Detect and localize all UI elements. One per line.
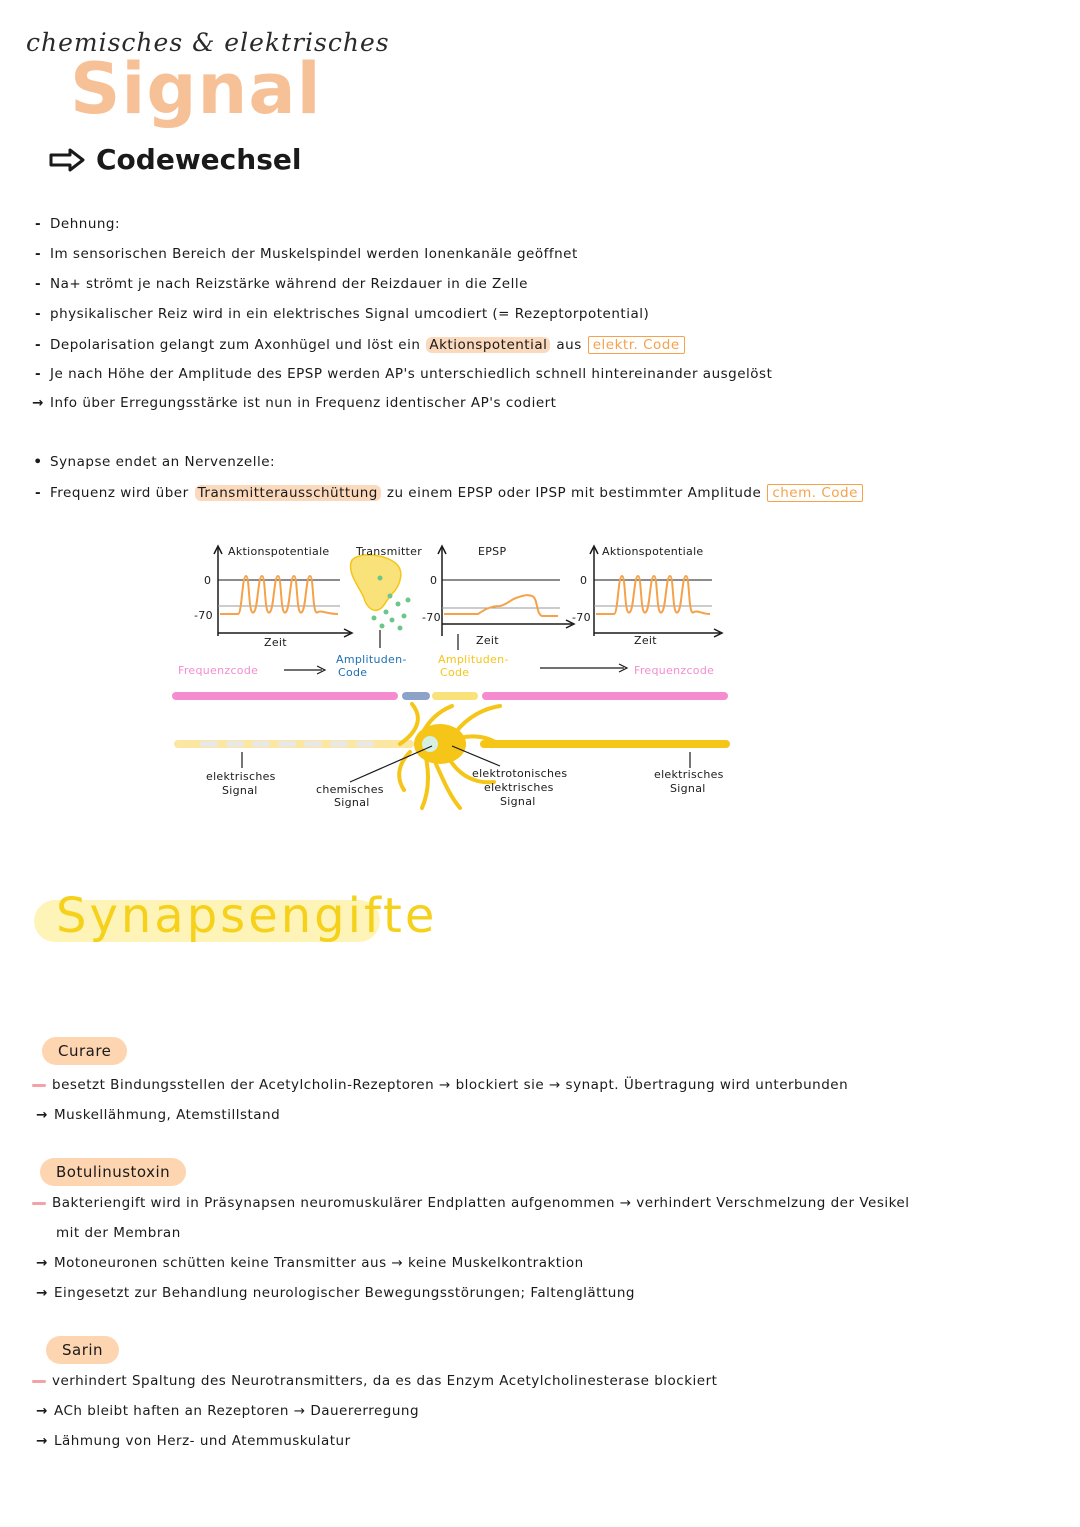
- dehnung-line-3: [32, 306, 649, 322]
- sarin-label: Sarin: [46, 1336, 119, 1364]
- graph-epsp: [422, 545, 574, 650]
- curare-label: Curare: [42, 1037, 127, 1065]
- curare-line-1: [32, 1077, 848, 1093]
- dash-marker: -: [34, 276, 42, 292]
- synapsengifte-title: Synapsengifte: [56, 888, 438, 944]
- graph1-tick-zero: 0: [204, 574, 212, 587]
- botulinus-line-1b: [56, 1225, 181, 1241]
- botulinus-label: Botulinustoxin: [40, 1158, 186, 1186]
- arrow-marker: →: [36, 1433, 48, 1449]
- dehnung-text-5: Je nach Höhe der Amplitude des EPSP werden AP's unterschiedlich schnell hintereinander ausgelöst: [50, 366, 773, 382]
- dehnung-text-3: physikalischer Reiz wird in ein elektrisches Signal umcodiert (= Rezeptorpotential): [50, 306, 650, 322]
- botulinus-line-2: [36, 1255, 584, 1271]
- code-amp-right-1: Amplituden-: [438, 653, 509, 666]
- graph3-label: Aktionspotentiale: [602, 545, 704, 558]
- dehnung-text-1: Im sensorischen Bereich der Muskelspindel werden Ionenkanäle geöffnet: [50, 246, 578, 262]
- graph-ap-left: [194, 545, 352, 649]
- dehnung-heading-row: [32, 216, 120, 232]
- arrow-right-icon: [48, 148, 86, 172]
- signal-diagram: [160, 538, 760, 820]
- sarin-line-3: [36, 1433, 351, 1449]
- graph3-tick-minus70: -70: [572, 611, 591, 624]
- curare-text-1: besetzt Bindungsstellen der Acetylcholin-Rezeptoren → blockiert sie → synapt. Übertragung wird unterbunden: [52, 1077, 849, 1093]
- arrow-marker: →: [36, 1255, 48, 1271]
- graph1-axis-time: Zeit: [264, 636, 287, 649]
- graph2-tick-zero: 0: [430, 574, 438, 587]
- synapse-heading: Synapse endet an Nervenzelle:: [50, 454, 276, 470]
- botulinus-text-1b: mit der Membran: [56, 1225, 181, 1241]
- dash-marker: -: [34, 485, 42, 501]
- page-title: Signal: [70, 48, 322, 130]
- sig-eton-3: Signal: [500, 795, 536, 808]
- synapse-text-post: zu einem EPSP oder IPSP mit bestimmter Amplitude: [386, 485, 762, 501]
- dash-marker: [32, 1202, 46, 1205]
- sig-eton-1: elektrotonisches: [472, 767, 568, 780]
- sig-elec-left-1: elektrisches: [206, 770, 276, 783]
- sig-chem-1: chemisches: [316, 783, 384, 796]
- curare-pill: [42, 1037, 127, 1065]
- botulinus-text-2: Motoneuronen schütten keine Transmitter aus → keine Muskelkontraktion: [54, 1255, 584, 1271]
- botulinus-line-1: [32, 1195, 910, 1211]
- dash-marker: -: [34, 306, 42, 322]
- dehnung-text-4: Depolarisation gelangt zum Axonhügel und löst ein: [50, 337, 421, 353]
- synapse-text-pre: Frequenz wird über: [50, 485, 189, 501]
- tag-chem-code: chem. Code: [767, 484, 863, 502]
- sarin-text-2: ACh bleibt haften an Rezeptoren → Dauererregung: [54, 1403, 420, 1419]
- code-freq-left: Frequenzcode: [178, 664, 259, 677]
- tag-elektr-code: elektr. Code: [588, 336, 685, 354]
- code-amp-right-2: Code: [440, 666, 470, 679]
- dot-marker: •: [33, 454, 43, 470]
- arrow-marker: →: [36, 1403, 48, 1419]
- graph3-tick-zero: 0: [580, 574, 588, 587]
- arrow-marker: →: [36, 1285, 48, 1301]
- curare-line-2: [36, 1107, 280, 1123]
- dash-marker: [32, 1084, 46, 1087]
- sarin-line-2: [36, 1403, 419, 1419]
- dash-marker: -: [34, 246, 42, 262]
- graph2-label: EPSP: [478, 545, 507, 558]
- dash-marker: -: [34, 366, 42, 382]
- dash-marker: -: [34, 216, 42, 232]
- curare-text-2: Muskellähmung, Atemstillstand: [54, 1107, 281, 1123]
- dash-marker: [32, 1380, 46, 1383]
- dehnung-line-4: [32, 336, 685, 354]
- sarin-text-1: verhindert Spaltung des Neurotransmitters, da es das Enzym Acetylcholinesterase blockiert: [52, 1373, 718, 1389]
- dehnung-text-6: Info über Erregungsstärke ist nun in Frequenz identischer AP's codiert: [50, 395, 557, 411]
- dehnung-line-5: [32, 366, 772, 382]
- codewechsel-label: Codewechsel: [96, 143, 302, 176]
- transmitter-label: Transmitter: [356, 545, 423, 558]
- botulinus-pill: [40, 1158, 186, 1186]
- sarin-line-1: [32, 1373, 717, 1389]
- dehnung-text-4-post: aus: [556, 337, 582, 353]
- code-labels: [178, 653, 714, 679]
- highlight-transmitter: Transmitterausschüttung: [195, 485, 381, 501]
- synapse-heading-row: [32, 454, 275, 470]
- sig-elec-right-1: elektrisches: [654, 768, 724, 781]
- highlight-aktionspotential: Aktionspotential: [426, 337, 550, 353]
- sarin-text-3: Lähmung von Herz- und Atemmuskulatur: [54, 1433, 351, 1449]
- sig-elec-right-2: Signal: [670, 782, 706, 795]
- graph3-axis-time: Zeit: [634, 634, 657, 647]
- dehnung-line-2: [32, 276, 528, 292]
- arrow-marker: →: [36, 1107, 48, 1123]
- botulinus-text-3: Eingesetzt zur Behandlung neurologischer Bewegungsstörungen; Faltenglättung: [54, 1285, 635, 1301]
- arrow-marker: →: [32, 395, 44, 411]
- graph2-axis-time: Zeit: [476, 634, 499, 647]
- transmitter-illustration: [351, 545, 423, 648]
- code-freq-right: Frequenzcode: [634, 664, 715, 677]
- synapsengifte-heading: [34, 888, 438, 950]
- graph1-label: Aktionspotentiale: [228, 545, 330, 558]
- sig-elec-left-2: Signal: [222, 784, 258, 797]
- dehnung-text-2: Na+ strömt je nach Reizstärke während der Reizdauer in die Zelle: [50, 276, 528, 292]
- sarin-pill: [46, 1336, 119, 1364]
- graph2-tick-minus70: -70: [422, 611, 441, 624]
- synapse-line: [32, 484, 863, 502]
- dehnung-heading: Dehnung:: [50, 216, 121, 232]
- codewechsel-heading: [48, 143, 301, 176]
- botulinus-text-1: Bakteriengift wird in Präsynapsen neuromuskulärer Endplatten aufgenommen → verhindert Verschmelzung der Vesikel: [52, 1195, 910, 1211]
- header-subtitle: chemisches & elektrisches: [26, 28, 390, 57]
- dash-marker: -: [34, 337, 42, 353]
- dehnung-line-6: [32, 395, 556, 411]
- code-amp-left-2: Code: [338, 666, 368, 679]
- graph1-tick-minus70: -70: [194, 609, 213, 622]
- dehnung-line-1: [32, 246, 578, 262]
- code-amp-left-1: Amplituden-: [336, 653, 407, 666]
- graph-ap-right: [572, 545, 722, 647]
- code-bars: [172, 692, 728, 700]
- sig-eton-2: elektrisches: [484, 781, 554, 794]
- sig-chem-2: Signal: [334, 796, 370, 809]
- botulinus-line-3: [36, 1285, 635, 1301]
